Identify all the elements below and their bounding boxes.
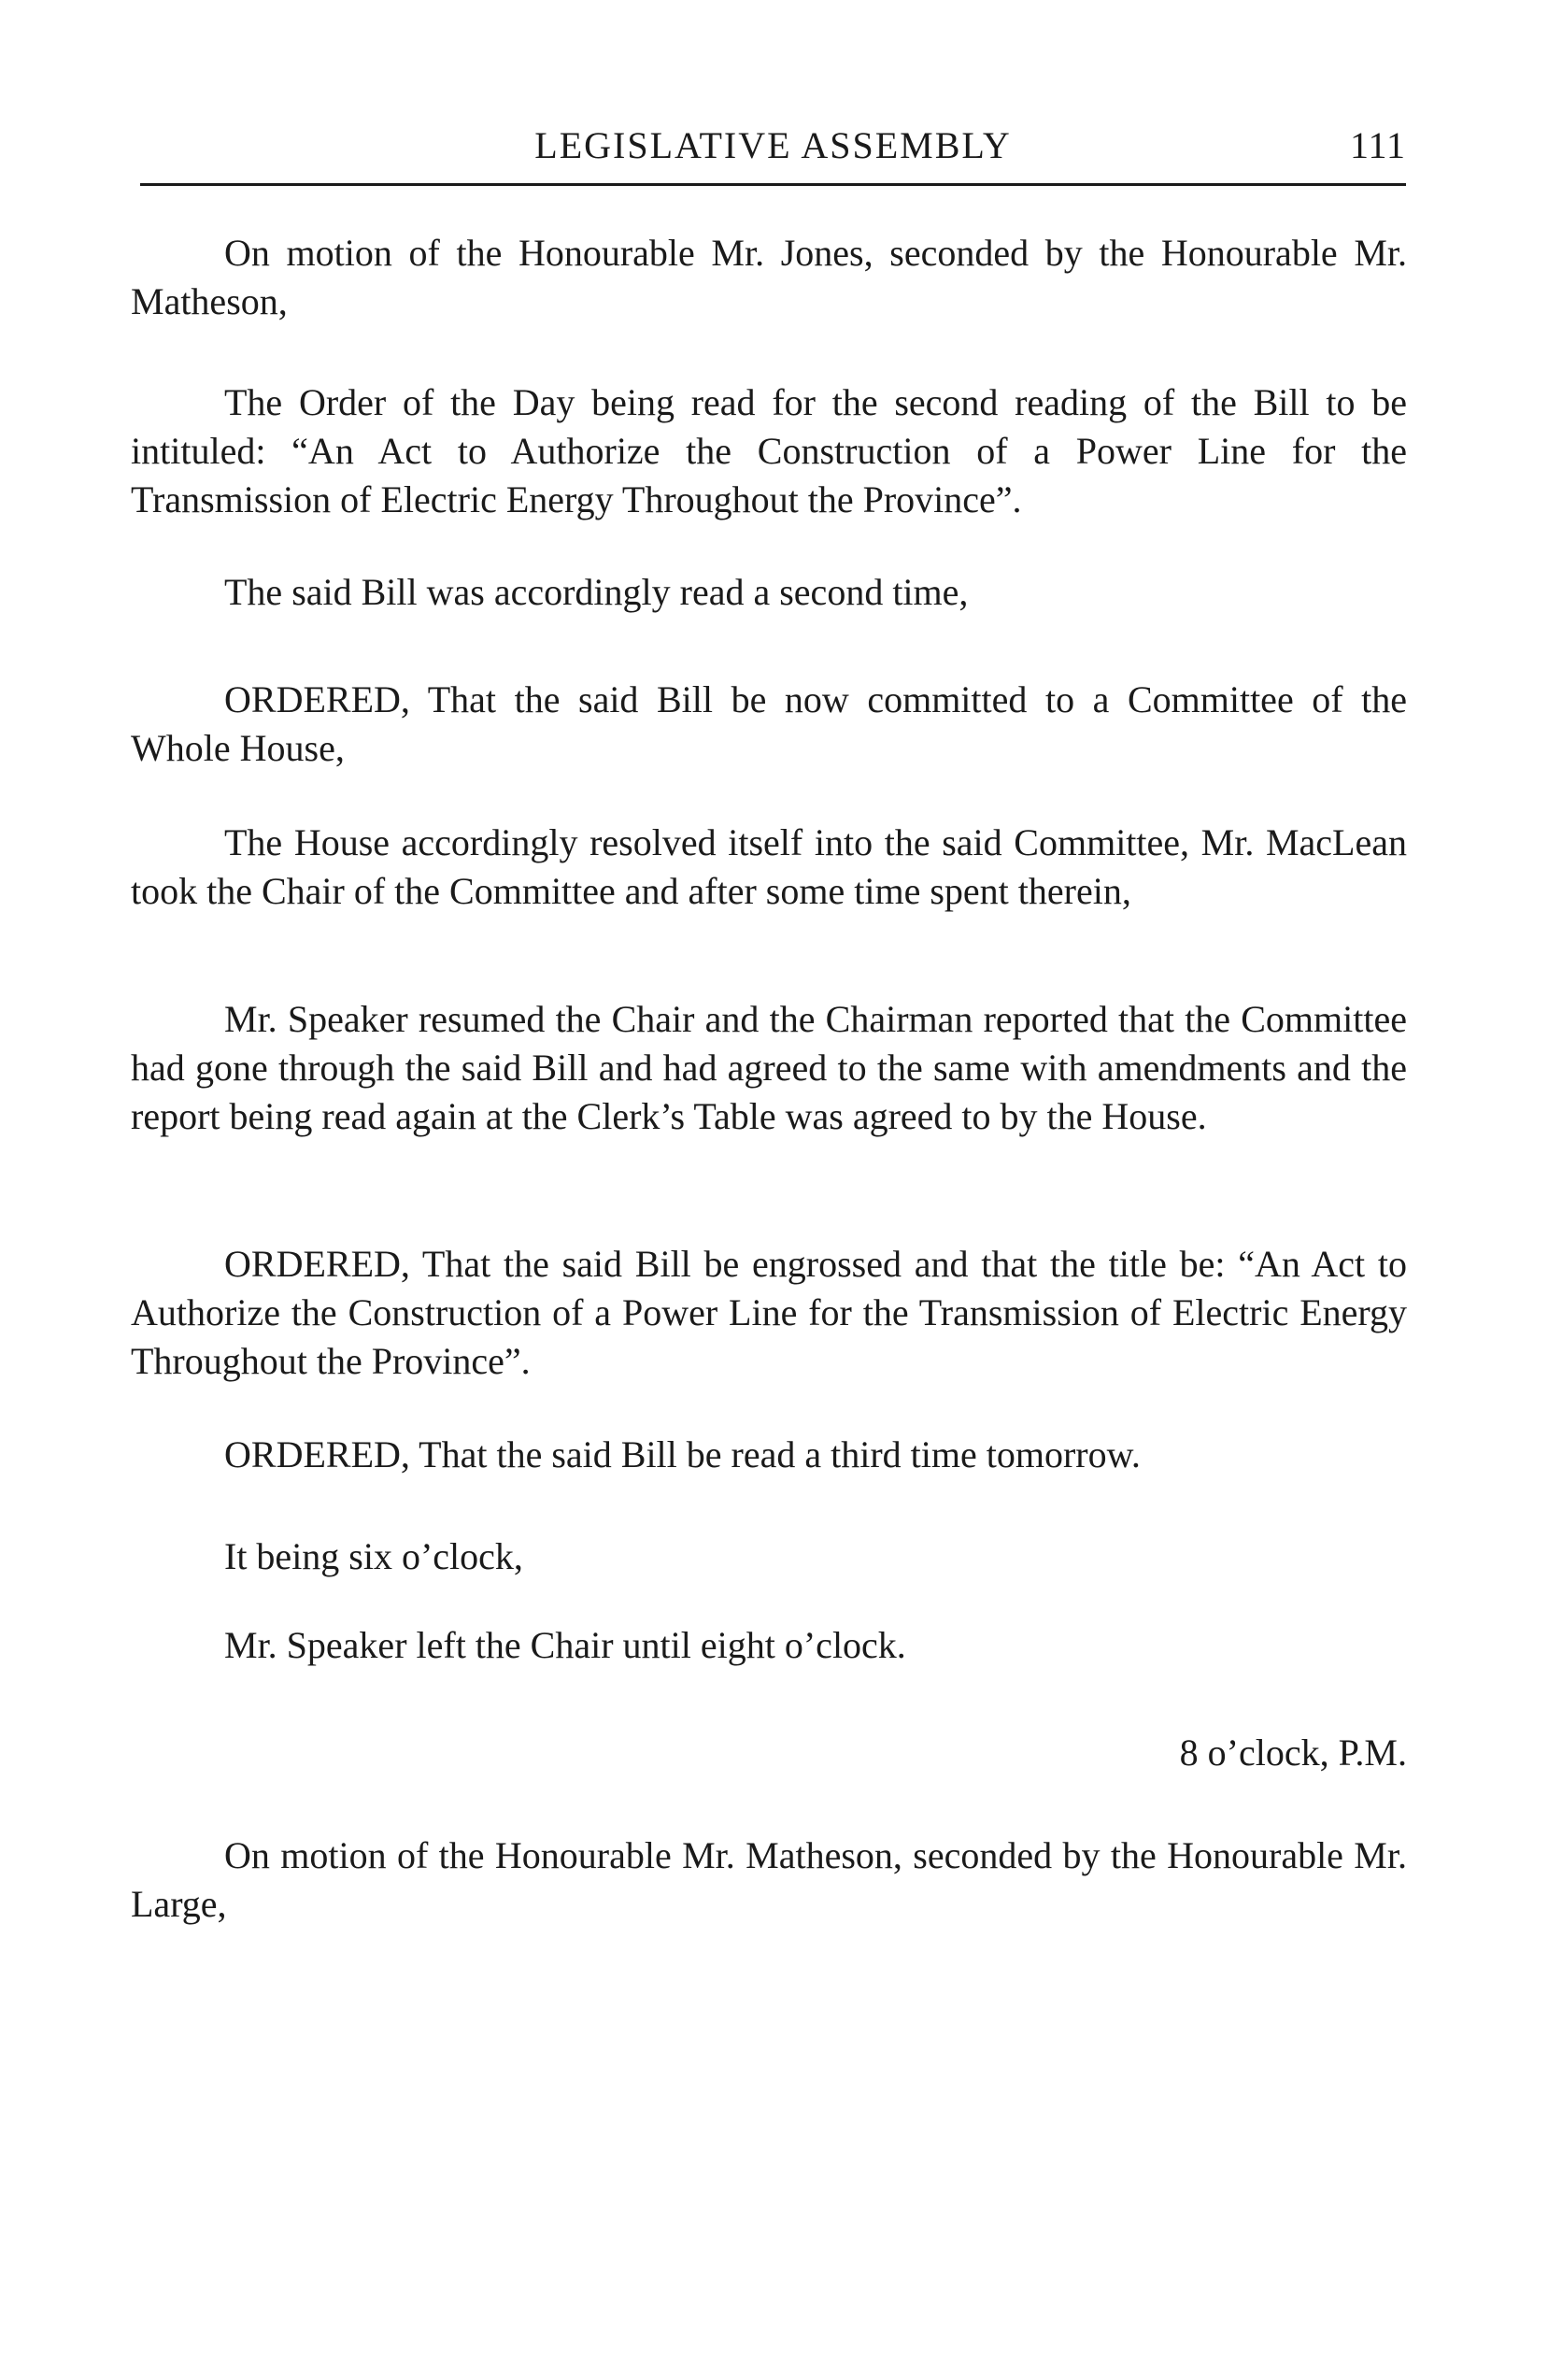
- paragraph-order-of-day: The Order of the Day being read for the second reading of the Bill to be intituled: “An Act to Authorize the Construction of a Power Line for the Transmission of Electric Energy Throughout the Province”.: [131, 381, 1407, 520]
- paragraph-speaker-resumed: Mr. Speaker resumed the Chair and the Chairman reported that the Committee had gone through the said Bill and had agreed to the same with amendments and the report being read again at the Clerk’s Table was agreed to by the House.: [131, 998, 1407, 1137]
- paragraph-motion-jones: On motion of the Honourable Mr. Jones, seconded by the Honourable Mr. Matheson,: [131, 232, 1407, 322]
- paragraph-second-reading: The said Bill was accordingly read a second time,: [224, 571, 969, 613]
- paragraph-speaker-left: Mr. Speaker left the Chair until eight o’clock.: [224, 1624, 906, 1666]
- paragraph-ordered-committee: ORDERED, That the said Bill be now committed to a Committee of the Whole House,: [131, 678, 1407, 769]
- running-header-title: LEGISLATIVE ASSEMBLY: [534, 124, 1012, 166]
- paragraph-ordered-third-reading: ORDERED, That the said Bill be read a third time tomorrow.: [224, 1433, 1141, 1475]
- paragraph-six-oclock: It being six o’clock,: [224, 1535, 523, 1577]
- paragraph-ordered-engrossed: ORDERED, That the said Bill be engrossed and that the title be: “An Act to Authorize the Construction of a Power Line for the Transmission of Electric Energy Throughout the Province”.: [131, 1243, 1407, 1382]
- header-rule: [140, 183, 1406, 186]
- page-number: 111: [1349, 124, 1406, 166]
- paragraph-house-resolved: The House accordingly resolved itself into the said Committee, Mr. MacLean took the Chair of the Committee and after some time spent therein,: [131, 821, 1407, 912]
- time-heading: 8 o’clock, P.M.: [1179, 1732, 1407, 1774]
- running-header: [140, 123, 1406, 170]
- paragraph-motion-matheson: On motion of the Honourable Mr. Matheson, seconded by the Honourable Mr. Large,: [131, 1834, 1407, 1925]
